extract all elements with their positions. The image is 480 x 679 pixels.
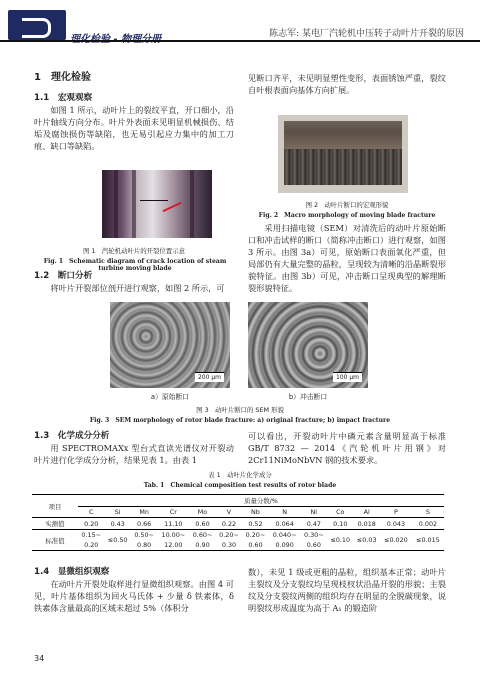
table-cell: 0.52 <box>248 519 263 528</box>
figure-1-caption-cn: 图 1 汽轮机动叶片的开裂位置示意 <box>83 247 185 255</box>
section-1-4-text-left: 在动叶片开裂处取样进行显微组织观察。由图 4 可见，叶片基体组织为回火马氏体 + 少量 δ 铁素体，δ 铁素体含量最高的区域未超过 5%（体积分 <box>34 579 234 613</box>
col-header: Ni <box>310 508 318 516</box>
table-cell: 0.040~ <box>272 531 297 539</box>
composition-table <box>32 494 444 551</box>
section-1-4-heading: 1.4 显微组织观察 <box>34 567 110 577</box>
section-1-3-right <box>248 430 446 466</box>
col-header: Mo <box>197 508 208 516</box>
right-column-top <box>248 72 446 96</box>
col-header: Co <box>336 508 345 516</box>
scale-bar-a: 200 μm <box>195 372 224 382</box>
page-header <box>0 0 480 56</box>
table-row-measured <box>32 518 444 530</box>
table-item-header: 项目 <box>48 502 62 511</box>
figure-2-caption-cn: 图 2 动叶片断口的宏观形貌 <box>305 201 389 209</box>
col-header: Nb <box>251 508 260 516</box>
section-1-2-text: 将叶片开裂部位剖开进行观察，如图 2 所示，可 <box>50 283 225 293</box>
sem-analysis-text-block <box>248 222 446 294</box>
col-header: Cr <box>169 508 177 516</box>
table-cell: 0.80 <box>137 541 152 549</box>
table-cell: 0.90 <box>195 541 210 549</box>
figure-3-caption-en: Fig. 3 SEM morphology of rotor blade fracture: a) original fracture; b) impact fracture <box>89 417 391 424</box>
row-label: 实测值 <box>45 520 65 528</box>
table-cell: 0.60 <box>248 541 263 549</box>
journal-name <box>70 30 161 45</box>
table-1-caption-en: Tab. 1 Chemical composition test results of rotor blade <box>143 482 337 489</box>
section-1-3-text-right: 可以看出，开裂动叶片中磷元素含量明显高于标准 GB/T 8732 — 2014《汽轮机叶片用钢》对 2Cr11NiMoNbVN 钢的技术要求。 <box>248 431 446 465</box>
section-1-1-heading: 1.1 宏观观察 <box>34 93 93 103</box>
figure-2-caption-en: Fig. 2 Macro morphology of moving blade fracture <box>258 212 436 219</box>
section-1-3 <box>34 430 234 466</box>
col-header: C <box>88 508 94 516</box>
arrow-icon <box>163 202 182 212</box>
table-cell: 0.20 <box>84 519 99 528</box>
section-1-3-text-left: 用 SPECTROMAXx 型台式直读光谱仪对开裂动叶片进行化学成分分析，结果见表 1。由表 1 <box>34 443 234 465</box>
section-1-3-heading: 1.3 化学成分分析 <box>34 431 110 441</box>
section-1-4-text-right: 数），未见 1 级或更粗的晶粒，组织基本正常；动叶片主裂纹及分支裂纹均呈现枝杈状沿晶开裂的形貌；主裂纹及分支裂纹两侧的组织均存在明显的全脱碳现象，说明裂纹形成温度为高于 A₁ 的锻造阶 <box>248 567 446 613</box>
table-cell: ≤0.50 <box>104 530 130 551</box>
table-cell: 0.60 <box>306 541 321 549</box>
figure-1-caption-en: Fig. 1 Schematic diagram of crack location of steam turbine moving blade <box>43 258 227 272</box>
table-cell: ≤0.03 <box>354 530 380 551</box>
table-cell: 0.60 <box>195 519 210 528</box>
table-cell: 0.15~ <box>81 531 102 539</box>
table-cell: 0.043 <box>386 519 406 528</box>
col-header: V <box>226 508 232 516</box>
table-1-caption-cn: 表 1 动叶片化学成分 <box>208 471 272 479</box>
header-rule <box>0 40 480 42</box>
table-cell: ≤0.015 <box>412 530 444 551</box>
section-1-heading: 1 理化检验 <box>34 72 91 83</box>
table-cell: 0.22 <box>221 519 237 528</box>
section-1-2-heading: 1.2 断口分析 <box>34 271 93 281</box>
row-label: 标准值 <box>32 530 78 551</box>
table-cell: 12.00 <box>164 541 183 549</box>
col-header: Si <box>114 508 121 516</box>
table-cell: 0.20~ <box>219 531 239 539</box>
table-cell: 0.66 <box>137 519 152 528</box>
table-cell: ≤0.020 <box>380 530 412 551</box>
table-cell: 0.43 <box>110 519 125 528</box>
scale-bar-b: 100 μm <box>333 372 362 382</box>
col-header: S <box>425 508 430 516</box>
figure-3-caption-cn: 图 3 动叶片断口的 SEM 形貌 <box>196 406 284 414</box>
page-number: 34 <box>34 654 45 663</box>
journal-logo-icon <box>8 10 66 40</box>
figure-3b-image <box>248 302 368 388</box>
table-row-standard-top <box>32 530 444 541</box>
table-cell: 0.20~ <box>245 531 266 539</box>
col-header: Al <box>363 508 370 516</box>
table-cell: 0.30 <box>221 541 237 549</box>
figure-3b-label: b）冲击断口 <box>288 393 328 401</box>
left-column-top <box>34 72 234 152</box>
table-cell: ≤0.10 <box>327 530 353 551</box>
col-header: Mn <box>139 508 149 516</box>
col-header: P <box>393 508 398 516</box>
col-header: N <box>282 508 288 516</box>
table-group-header: 质量分数/% <box>78 495 444 507</box>
table-cell: 0.60~ <box>192 531 213 539</box>
table-cell: 10.00~ <box>161 531 186 539</box>
fracture-observation-text: 见断口齐平，未见明显塑性变形，表面锈蚀严重，裂纹自叶根表面向基体方向扩展。 <box>248 73 446 95</box>
table-cell: 0.002 <box>418 519 438 528</box>
table-cell: 11.10 <box>164 519 183 528</box>
sem-analysis-text: 采用扫描电镜（SEM）对清洗后的动叶片原始断口和冲击试样的断口（简称冲击断口）进行观察，如图 3 所示。由图 3a）可见，原始断口表面氧化严重，但局部仍有大量完整的晶粒，呈现较为清晰的沿晶断裂形貌特征。由图 3b）可见，冲击断口呈现典型的解理断裂形貌特征。 <box>248 223 446 293</box>
figure-1-image <box>102 170 212 238</box>
table-cell: 0.20 <box>84 541 99 549</box>
section-1-4 <box>34 566 234 614</box>
table-cell: 0.090 <box>275 541 294 549</box>
table-cell: 0.018 <box>357 519 376 528</box>
section-1-4-right <box>248 566 446 614</box>
figure-3a-image <box>110 302 230 388</box>
running-title: 陈志军: 某电厂汽轮机中压转子动叶片开裂的原因 <box>269 29 464 39</box>
section-1-2 <box>34 270 234 294</box>
table-column-header-row <box>32 507 444 518</box>
table-cell: 0.47 <box>306 519 321 528</box>
section-1-1-text: 如图 1 所示，动叶片上的裂纹平直，开口细小，沿叶片轴线方向分布。叶片外表面未见明显机械损伤、结垢及腐蚀损伤等缺陷，也无易引起应力集中的加工刀痕、缺口等缺陷。 <box>34 105 234 151</box>
figure-2-image <box>278 115 408 193</box>
table-cell: 0.50~ <box>134 531 154 539</box>
figure-3a-label: a）原始断口 <box>150 393 190 401</box>
table-cell: 0.30~ <box>304 531 324 539</box>
table-cell: 0.064 <box>275 519 294 528</box>
table-cell: 0.10 <box>333 519 348 528</box>
